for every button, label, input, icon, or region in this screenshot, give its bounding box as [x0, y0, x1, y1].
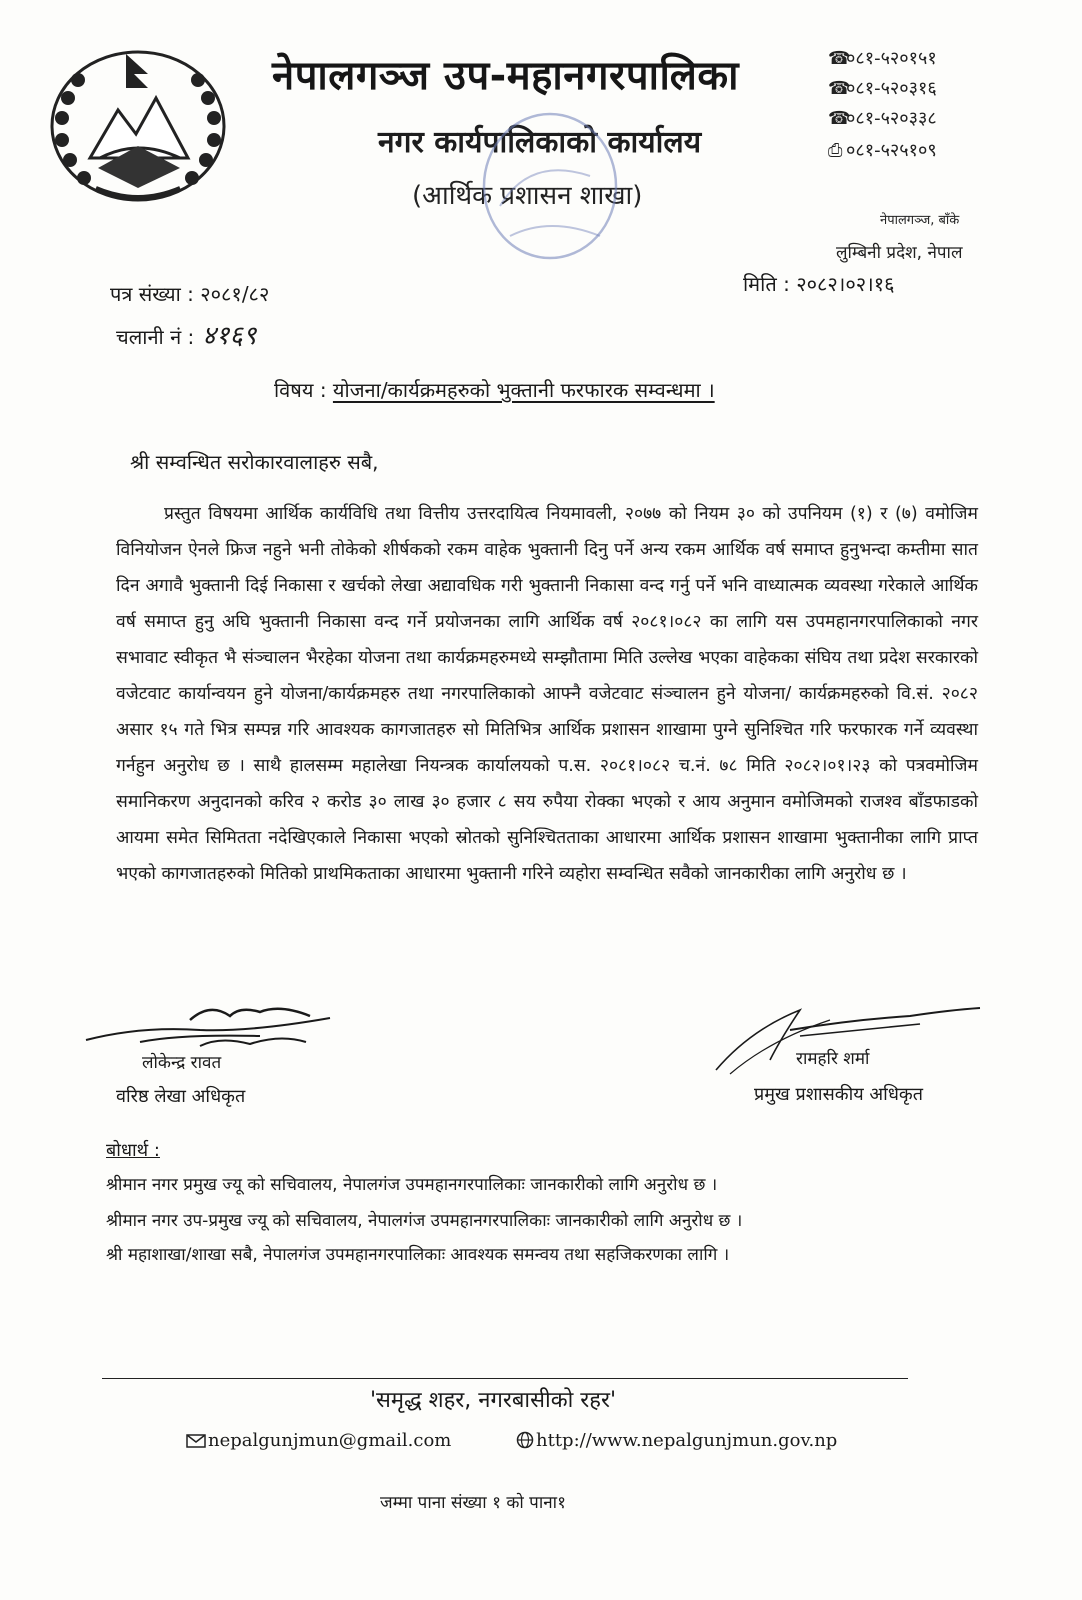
footer-website — [516, 1430, 837, 1454]
signatory-left-title: वरिष्ठ लेखा अधिकृत — [116, 1086, 246, 1107]
signatory-left-name: लोकेन्द्र रावत — [142, 1053, 222, 1073]
phone-icon: ☎ — [828, 78, 851, 99]
address-line-1: नेपालगञ्ज, बाँके — [880, 213, 960, 228]
phone-number-3: ☎०८१-५२०३३८ — [828, 108, 937, 129]
reference-label: पत्र संख्या : — [110, 282, 194, 306]
office-name: नगर कार्यपालिकाको कार्यालय — [378, 125, 702, 160]
subject-text: योजना/कार्यक्रमहरुको भुक्तानी फरफारक सम्वन्धमा । — [332, 378, 715, 402]
page-count: जम्मा पाना संख्या १ को पाना१ — [380, 1493, 566, 1513]
phone-number-1: ☎०८१-५२०१५१ — [828, 48, 937, 69]
cc-item: श्री महाशाखा/शाखा सबै, नेपालगंज उपमहानगरपालिकाः आवश्यक समन्वय तथा सहजिकरणका लागि । — [106, 1245, 730, 1265]
reference-number — [110, 280, 269, 307]
date-label: मिति : — [743, 272, 790, 296]
signatory-right-name: रामहरि शर्मा — [796, 1049, 870, 1069]
footer-email — [186, 1430, 451, 1454]
envelope-icon — [186, 1433, 206, 1454]
org-name: नेपालगञ्ज उप-महानगरपालिका — [272, 53, 740, 99]
phone-icon: ☎ — [828, 48, 851, 69]
section-name: (आर्थिक प्रशासन शाखा) — [412, 181, 643, 211]
phone-number-2: ☎०८१-५२०३१६ — [828, 78, 937, 99]
reference-value: २०८१/८२ — [200, 282, 270, 306]
globe-icon — [516, 1431, 534, 1454]
subject-line — [274, 376, 715, 403]
cc-title: बोधार्थ : — [106, 1140, 160, 1161]
cc-item: श्रीमान नगर उप-प्रमुख ज्यू को सचिवालय, नेपालगंज उपमहानगरपालिकाः जानकारीको लागि अनुरोध छ । — [106, 1211, 743, 1231]
fax-icon: ⎙ — [828, 140, 843, 161]
phone-icon: ☎ — [828, 108, 851, 129]
cc-item: श्रीमान नगर प्रमुख ज्यू को सचिवालय, नेपालगंज उपमहानगरपालिकाः जानकारीको लागि अनुरोध छ । — [106, 1175, 718, 1195]
email-text[interactable]: nepalgunjmun@gmail.com — [208, 1430, 452, 1451]
office-stamp — [470, 96, 630, 266]
signatory-right-title: प्रमुख प्रशासकीय अधिकृत — [754, 1084, 923, 1105]
website-link[interactable]: http://www.nepalgunjmun.gov.np — [536, 1430, 838, 1451]
letter-body: प्रस्तुत विषयमा आर्थिक कार्यविधि तथा वित्तीय उत्तरदायित्व नियमावली, २०७७ को नियम ३० को उपनियम (१) र (७) वमोजिम विनियोजन ऐनले फ्रिज नहुने भनी तोकेको शीर्षकको रकम वाहेक भुक्तानी दिनु पर्ने अन्य रकम आर्थिक वर्ष समाप्त हुनुभन्दा कम्तीमा सात दिन अगावै भुक्तानी दिई निकासा र खर्चको लेखा अद्यावधिक गरी भुक्तानी निकासा वन्द गर्नु पर्ने भनि वाध्यात्मक व्यवस्था गरेकाले आर्थिक वर्ष समाप्त हुनु अघि भुक्तानी निकासा वन्द गर्ने प्रयोजनका लागि आर्थिक वर्ष २०८१।०८२ का लागि यस उपमहानगरपालिकाको नगर सभावाट स्वीकृत भै संञ्चालन भैरहेका योजना तथा कार्यक्रमहरुमध्ये सम्झौतामा मिति उल्लेख भएका वाहेकका संघिय तथा प्रदेश सरकारको वजेटवाट कार्यान्वयन हुने योजना/कार्यक्रमहरु तथा नगरपालिकाको आफ्नै वजेटवाट संञ्चालन हुने योजना/ कार्यक्रमहरुको वि.सं. २०८२ असार १५ गते भित्र सम्पन्न गरि आवश्यक कागजातहरु सो मितिभित्र आर्थिक प्रशासन शाखामा पुग्ने सुनिश्चित गरि फरफारक गर्ने व्यवस्था गर्नहुन अनुरोध छ । साथै हालसम्म महालेखा नियन्त्रक कार्यालयको प.स. २०८१।०८२ च.नं. ७८ मिति २०८२।०१।२३ को पत्रवमोजिम समानिकरण अनुदानको करिव २ करोड ३० लाख ३० हजार ८ सय रुपैया रोक्का भएको र आय अनुमान वमोजिमको राजश्व बाँडफाडको आयमा समेत सिमितता नदेखिएकाले निकासा भएको स्रोतको सुनिश्चितताका आधारमा आर्थिक प्रशासन शाखामा भुक्तानीका लागि प्राप्त भएको कागजातहरुको मितिको प्राथमिकताका आधारमा भुक्तानी गरिने व्यहोरा सम्वन्धित सवैको जानकारीका लागि अनुरोध छ । — [116, 504, 978, 884]
dispatch-value: ४१६९ — [202, 321, 257, 351]
footer-slogan: 'समृद्ध शहर, नगरबासीको रहर' — [370, 1388, 617, 1413]
dispatch-label: चलानी नं : — [116, 325, 195, 349]
salutation: श्री सम्वन्धित सरोकारवालाहरु सबै, — [130, 450, 379, 474]
letter-date — [743, 270, 895, 297]
fax-number: ⎙ ०८१-५२५१०९ — [828, 140, 937, 161]
date-value: २०८२।०२।१६ — [796, 272, 895, 296]
nepal-emblem-icon — [38, 38, 238, 208]
dispatch-number — [116, 316, 256, 352]
address-line-2: लुम्बिनी प्रदेश, नेपाल — [836, 243, 963, 263]
footer-divider — [102, 1378, 908, 1379]
subject-label: विषय : — [274, 378, 327, 402]
